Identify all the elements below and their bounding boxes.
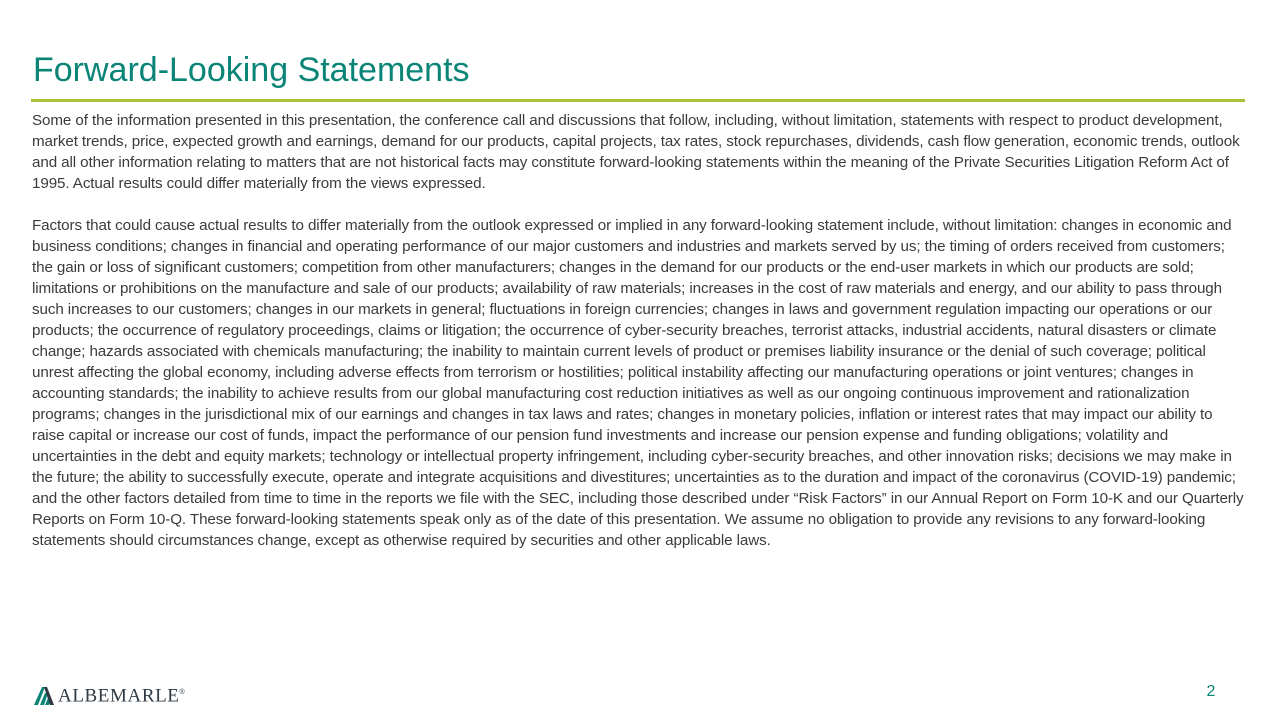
paragraph-intro: Some of the information presented in this presentation, the conference call and discussions that follow, including, without limitation, statements with respect to product development, market trends, price, expected growth and earnings, demand for our products, capital projects, tax rates, stock repurchases, dividends, cash flow generation, economic trends, outlook and all other information relating to matters that are not historical facts may constitute forward-looking statements within the meaning of the Private Securities Litigation Reform Act of 1995. Actual results could differ materially from the views expressed. [32, 112, 1240, 192]
body-text [32, 110, 1248, 551]
title-divider [31, 99, 1245, 102]
albemarle-logo-icon [33, 684, 55, 706]
page-number: 2 [1206, 683, 1216, 700]
paragraph-risk-factors: Factors that could cause actual results to differ materially from the outlook expressed or implied in any forward-looking statement include, without limitation: changes in economic and business conditions; changes in financial and operating performance of our major customers and industries and markets served by us; the timing of orders received from customers; the gain or loss of significant customers; competition from other manufacturers; changes in the demand for our products or the end-user markets in which our products are sold; limitations or prohibitions on the manufacture and sale of our products; availability of raw materials; increases in the cost of raw materials and energy, and our ability to pass through such increases to our customers; changes in our markets in general; fluctuations in foreign currencies; changes in laws and government regulation impacting our operations or our products; the occurrence of regulatory proceedings, claims or litigation; the occurrence of cyber-security breaches, terrorist attacks, industrial accidents, natural disasters or climate change; hazards associated with chemicals manufacturing; the inability to maintain current levels of product or premises liability insurance or the denial of such coverage; political unrest affecting the global economy, including adverse effects from terrorism or hostilities; political instability affecting our manufacturing operations or joint ventures; changes in accounting standards; the inability to achieve results from our global manufacturing cost reduction initiatives as well as our ongoing continuous improvement and rationalization programs; changes in the jurisdictional mix of our earnings and changes in tax laws and rates; changes in monetary policies, inflation or interest rates that may impact our ability to raise capital or increase our cost of funds, impact the performance of our pension fund investments and increase our pension expense and funding obligations; volatility and uncertainties in the debt and equity markets; technology or intellectual property infringement, including cyber-security breaches, and other innovation risks; decisions we may make in the future; the ability to successfully execute, operate and integrate acquisitions and divestitures; uncertainties as to the duration and impact of the coronavirus (COVID-19) pandemic; and the other factors detailed from time to time in the reports we file with the SEC, including those described under “Risk Factors” in our Annual Report on Form 10-K and our Quarterly Reports on Form 10-Q. These forward-looking statements speak only as of the date of this presentation. We assume no obligation to provide any revisions to any forward-looking statements should circumstances change, except as otherwise required by securities and other applicable laws. [32, 217, 1244, 549]
albemarle-logo [33, 683, 185, 707]
logo-wordmark: ALBEMARLE® [58, 685, 186, 707]
slide-title: Forward-Looking Statements [33, 51, 470, 89]
registered-mark: ® [179, 689, 186, 697]
